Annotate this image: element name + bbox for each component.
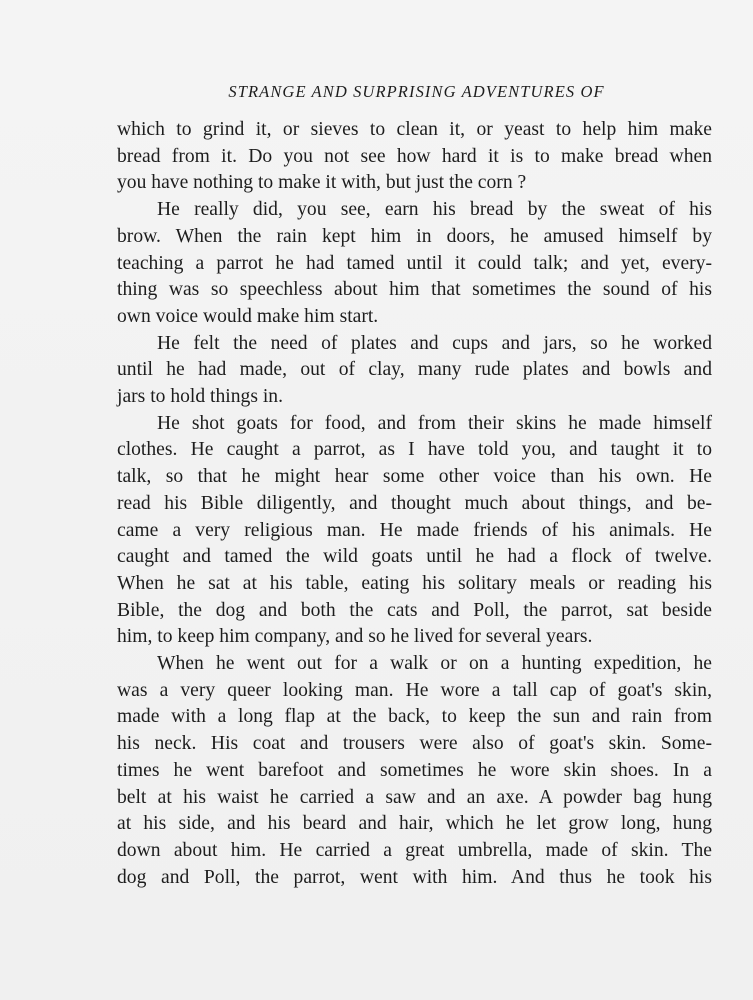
paragraph-5 [117,651,712,891]
text-line: until he had made, out of clay, many rude plates and bowls and [117,359,712,381]
text-line: clothes. He caught a parrot, as I have told you, and taught it to [117,439,712,461]
text-line: When he went out for a walk or on a hunting expedition, he [157,653,712,675]
text-line: talk, so that he might hear some other voice than his own. He [117,466,712,488]
text-line: He felt the need of plates and cups and jars, so he worked [157,332,712,354]
body-text [117,117,712,891]
text-line: was a very queer looking man. He wore a tall cap of goat's skin, [117,679,712,701]
text-line: him, to keep him company, and so he lived for several years. [117,626,593,648]
text-line: jars to hold things in. [117,386,284,408]
text-line: read his Bible diligently, and thought much about things, and be- [117,492,712,514]
text-line: He shot goats for food, and from their skins he made himself [157,412,712,434]
paragraph-4 [117,411,712,651]
paragraph-3 [117,331,712,411]
running-head: STRANGE AND SURPRISING ADVENTURES OF [228,82,605,101]
text-line: brow. When the rain kept him in doors, he amused himself by [117,225,712,247]
paragraph-2 [117,197,712,331]
text-line: which to grind it, or sieves to clean it, or yeast to help him make [117,119,712,140]
text-line: When he sat at his table, eating his solitary meals or reading his [117,572,712,594]
text-line: He really did, you see, earn his bread by the sweat of his [157,199,712,221]
text-line: own voice would make him start. [117,305,379,327]
text-line: at his side, and his beard and hair, which he let grow long, hung [117,813,712,835]
text-line: belt at his waist he carried a saw and an axe. A powder bag hung [117,786,712,808]
text-line: caught and tamed the wild goats until he had a flock of twelve. [117,546,712,568]
text-line: bread from it. Do you not see how hard it is to make bread when [117,145,712,167]
text-line: Bible, the dog and both the cats and Poll, the parrot, sat beside [117,599,712,621]
text-line: his neck. His coat and trousers were also of goat's skin. Some- [117,733,712,755]
paragraph-1 [117,117,712,197]
text-line: dog and Poll, the parrot, went with him. And thus he took his [117,866,712,888]
text-line: thing was so speechless about him that sometimes the sound of his [117,279,712,301]
text-line: down about him. He carried a great umbrella, made of skin. The [117,839,712,861]
text-line: teaching a parrot he had tamed until it could talk; and yet, every- [117,252,712,274]
text-line: times he went barefoot and sometimes he wore skin shoes. In a [117,759,712,781]
text-line: you have nothing to make it with, but just the corn ? [117,172,527,194]
text-line: came a very religious man. He made friends of his animals. He [117,519,712,541]
text-line: made with a long flap at the back, to keep the sun and rain from [117,706,712,728]
